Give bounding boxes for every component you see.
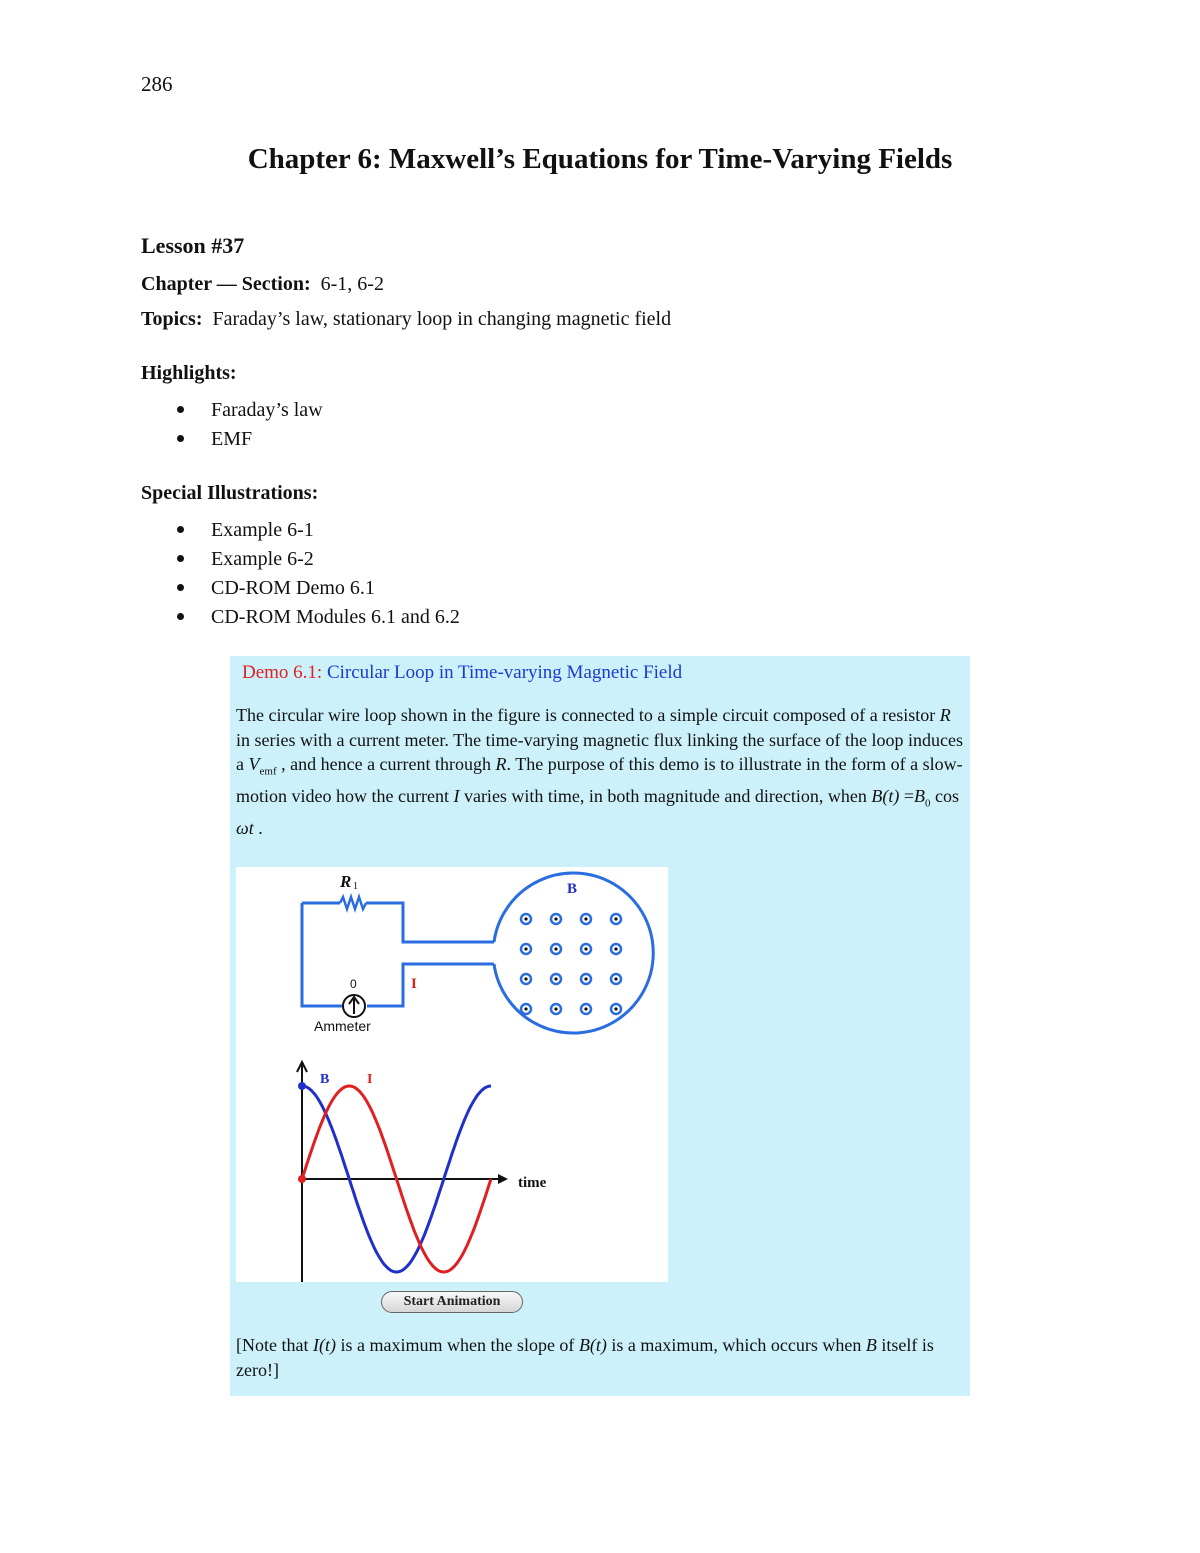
field-dot-center: [614, 947, 617, 950]
b-start-marker: [298, 1082, 306, 1090]
list-item-text: CD-ROM Demo 6.1: [211, 577, 375, 599]
field-dot-center: [554, 977, 557, 980]
resistor-icon: [340, 897, 366, 909]
list-item: [170, 398, 323, 427]
field-dot-center: [614, 917, 617, 920]
special-illustrations-heading: Special Illustrations:: [141, 482, 319, 504]
resistor-subscript: 1: [353, 881, 358, 892]
demo-title-text: Circular Loop in Time-varying Magnetic Field: [322, 662, 683, 683]
list-item: [170, 576, 460, 605]
highlights-heading: Highlights:: [141, 362, 237, 384]
field-dot-center: [524, 947, 527, 950]
bullet-icon: [177, 526, 184, 533]
field-dot-center: [584, 947, 587, 950]
field-dot-center: [554, 947, 557, 950]
field-dot-center: [584, 917, 587, 920]
topics-label: Topics:: [141, 308, 203, 330]
waveform-graph: [297, 1062, 547, 1282]
demo-figure: [236, 867, 668, 1282]
graph-b-label: B: [320, 1072, 330, 1087]
section-label: Chapter — Section:: [141, 273, 311, 295]
field-dot-center: [524, 917, 527, 920]
chapter-section-line: [141, 273, 384, 296]
list-item: [170, 427, 323, 456]
current-label: I: [411, 976, 417, 992]
demo-title-prefix: Demo 6.1:: [242, 662, 323, 683]
field-dot-center: [584, 977, 587, 980]
circular-loop: [494, 873, 653, 1033]
highlights-list: [170, 398, 323, 456]
list-item-text: Faraday’s law: [211, 399, 323, 421]
list-item-text: Example 6-1: [211, 519, 314, 541]
lesson-number: Lesson #37: [141, 233, 245, 258]
start-animation-button[interactable]: Start Animation: [381, 1291, 523, 1313]
topics-line: [141, 308, 671, 331]
special-illustrations-list: [170, 518, 460, 634]
ammeter-reading: 0: [350, 977, 357, 991]
bullet-icon: [177, 613, 184, 620]
demo-note: [Note that I(t) is a maximum when the slope of B(t) is a maximum, which occurs when B itself is zero!]: [236, 1335, 934, 1380]
field-label: B: [567, 881, 578, 897]
resistor-label: R: [340, 872, 352, 891]
field-dot-center: [554, 917, 557, 920]
field-dot-center: [524, 1007, 527, 1010]
bullet-icon: [177, 584, 184, 591]
top-wire: [302, 903, 494, 942]
list-item: [170, 547, 460, 576]
bottom-wire: [367, 964, 494, 1006]
field-dot-center: [524, 977, 527, 980]
page-number: 286: [141, 72, 173, 96]
demo-title: [242, 662, 682, 684]
list-item-text: CD-ROM Modules 6.1 and 6.2: [211, 606, 460, 628]
demo-description: The circular wire loop shown in the figure is connected to a simple circuit composed of a resistor R in series with a current meter. The time-varying magnetic flux linking the surface of the loop induces a $V_{emf}$ , and hence a current through R. The purpose of this demo is to illustrate in the form of a slow-motion video how the current I varies with time, in both magnitude and direction, when $B(t) =B_0$ cos ωt .: [236, 705, 963, 839]
topics-value: Faraday’s law, stationary loop in changing magnetic field: [212, 308, 672, 330]
graph-x-label: time: [518, 1175, 547, 1191]
ammeter-label: Ammeter: [314, 1018, 371, 1034]
graph-i-label: I: [367, 1072, 373, 1087]
list-item-text: Example 6-2: [211, 548, 314, 570]
field-dots: [521, 914, 621, 1014]
chapter-title: Chapter 6: Maxwell’s Equations for Time-Varying Fields: [247, 143, 953, 175]
bullet-icon: [177, 555, 184, 562]
field-dot-center: [614, 977, 617, 980]
i-start-marker: [298, 1175, 306, 1183]
bullet-icon: [177, 406, 184, 413]
x-axis-arrow-icon: [498, 1174, 508, 1184]
field-dot-center: [584, 1007, 587, 1010]
left-wire: [302, 903, 342, 1006]
list-item-text: EMF: [211, 428, 253, 450]
bullet-icon: [177, 435, 184, 442]
section-value: 6-1, 6-2: [320, 273, 384, 295]
list-item: [170, 605, 460, 634]
field-dot-center: [554, 1007, 557, 1010]
list-item: [170, 518, 460, 547]
field-dot-center: [614, 1007, 617, 1010]
